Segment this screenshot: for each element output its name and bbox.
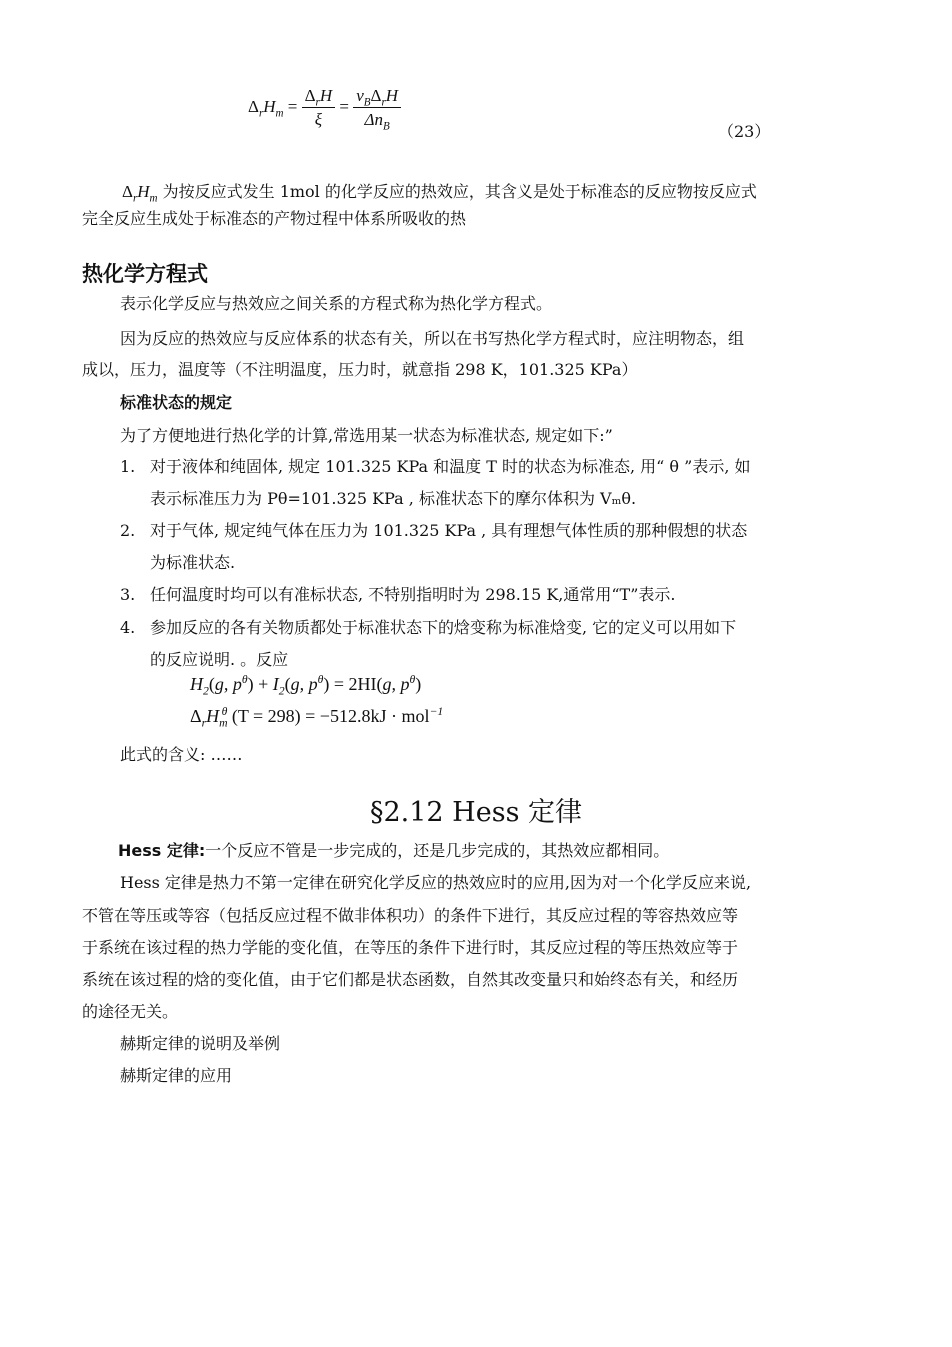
hess-lead-bold: Hess 定律: [118,841,206,860]
hess-paragraph-line-5: 的途径无关。 [82,1002,179,1021]
section-heading-thermochemical-equation: 热化学方程式 [82,262,208,286]
thermo-paragraph-2-line-1: 因为反应的热效应与反应体系的状态有关，所以在书写热化学方程式时，应注明物态，组 [120,329,745,348]
list-number: 3. [120,585,136,604]
list-number: 1. [120,457,136,476]
list-item-3-line-1: 任何温度时均可以有准标状态, 不特别指明时为 298.15 K,通常用“T”表示. [150,585,676,604]
thermo-paragraph-2-line-2: 成以，压力，温度等（不注明温度，压力时，就意指 298 K，101.325 KPa） [82,360,638,379]
enthalpy-equation: $\Delta_rH_m^\theta$ (T = 298) = −512.8kJ · mol$^{-1}$ [190,705,444,730]
equation-number: （23） [718,122,771,141]
list-item-2-line-1: 对于气体, 规定纯气体在压力为 101.325 KPa , 具有理想气体性质的那种假想的状态 [150,521,748,540]
eq-delta: Δ [248,96,259,116]
reaction-equation: $H_2(g$, $p^\theta) + I_2(g$, $p^\theta) = 2HI(g$, $p^\theta$) [190,673,422,698]
hess-paragraph-line-2: 不管在等压或等容（包括反应过程不做非体积功）的条件下进行，其反应过程的等容热效应等 [82,906,739,925]
list-item-1-line-1: 对于液体和纯固体, 规定 101.325 KPa 和温度 T 时的状态为标准态, 用“ θ ”表示, 如 [150,457,751,476]
meaning-line: 此式的含义: …… [120,745,243,764]
definition-line-1: $\Delta_rH_m$ 为按反应式发生 1mol 的化学反应的热效应，其含义是处于标准态的反应物按反应式 [122,182,757,205]
standard-state-intro: 为了方便地进行热化学的计算,常选用某一状态为标准状态, 规定如下:” [120,426,613,445]
hess-item-explanation: 赫斯定律的说明及举例 [120,1034,281,1053]
hess-lead [118,837,669,865]
definition-line-2: 完全反应生成处于标准态的产物过程中体系所吸收的热 [82,209,467,228]
list-number: 2. [120,521,136,540]
section-title-hess-law: §2.12 Hess 定律 [369,797,583,828]
hess-item-application: 赫斯定律的应用 [120,1066,233,1085]
hess-paragraph-line-1: Hess 定律是热力不第一定律在研究化学反应的热效应时的应用,因为对一个化学反应来说, [120,873,752,892]
eq-fraction-2: $\frac{\nu_B\Delta_rH}{\Delta n_B}$ [353,86,401,130]
enthalpy-value: (T = 298) = −512.8kJ · mol [231,706,430,726]
list-item-4-line-1: 参加反应的各有关物质都处于标准状态下的焓变称为标准焓变, 它的定义可以用如下 [150,618,737,637]
eq-frac1-den: ξ [314,110,323,129]
list-item-2-line-2: 为标准状态. [150,553,236,572]
eq-frac1-num: Δ [304,86,316,105]
hess-paragraph-line-3: 于系统在该过程的热力学能的变化值，在等压的条件下进行时，其反应过程的等压热效应等于 [82,938,739,957]
thermo-paragraph-1: 表示化学反应与热效应之间关系的方程式称为热化学方程式。 [120,294,553,313]
list-number: 4. [120,618,136,637]
hess-lead-text: 一个反应不管是一步完成的，还是几步完成的，其热效应都相同。 [205,841,670,860]
reaction-rhs: = 2HI [333,674,377,694]
list-item-4-line-2: 的反应说明. 。反应 [150,650,289,669]
definition-text-1: 为按反应式发生 1mol 的化学反应的热效应，其含义是处于标准态的反应物按反应式 [162,182,757,201]
subheading-standard-state: 标准状态的规定 [120,393,233,412]
hess-paragraph-line-4: 系统在该过程的焓的变化值，由于它们都是状态函数，自然其改变量只和始终态有关，和经历 [82,970,739,989]
list-item-1-line-2: 表示标准压力为 Pθ=101.325 KPa , 标准状态下的摩尔体积为 Vₘθ. [150,489,637,508]
eq-frac2-nu: ν [356,86,364,105]
eq-frac2-den: Δn [364,110,384,129]
equation-23: $\Delta_rH_m$ = $\frac{\Delta_rH}{\xi}$ = $\frac{\nu_B\Delta_rH}{\Delta n_B}$ [248,86,401,130]
eq-fraction-1: $\frac{\Delta_rH}{\xi}$ [302,86,336,130]
